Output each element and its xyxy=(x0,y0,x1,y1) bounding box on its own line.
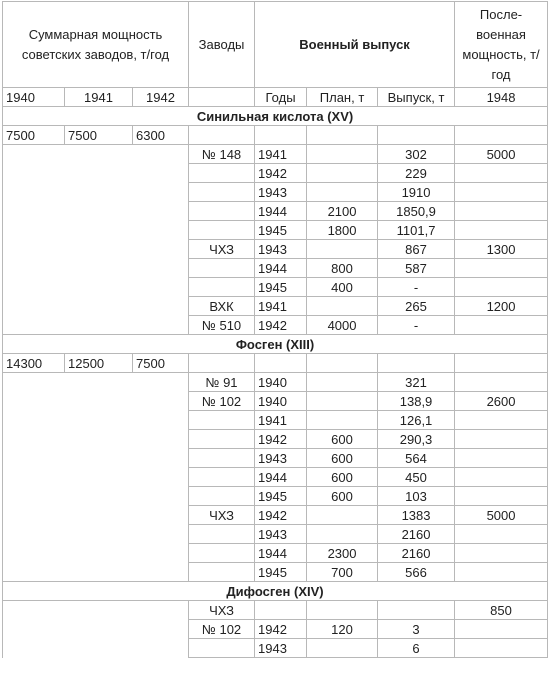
capacity-row xyxy=(3,126,548,145)
postwar-cell xyxy=(455,430,548,449)
year-cell: 1943 xyxy=(255,183,307,202)
plant-cell: № 102 xyxy=(189,392,255,411)
year-cell: 1942 xyxy=(255,620,307,639)
plant-cell: ВХК xyxy=(189,297,255,316)
table-row xyxy=(3,639,548,658)
postwar-cell xyxy=(455,525,548,544)
year-cell: 1945 xyxy=(255,487,307,506)
header-plants: Заводы xyxy=(189,2,255,88)
postwar-cell xyxy=(455,639,548,658)
output-cell: 138,9 xyxy=(378,392,455,411)
header-years: Годы xyxy=(255,88,307,107)
plan-cell xyxy=(307,506,378,525)
plant-cell: № 510 xyxy=(189,316,255,335)
plan-cell xyxy=(307,373,378,392)
capacity-gap-cell xyxy=(3,468,189,487)
capacity-gap-cell xyxy=(3,506,189,525)
output-cell: 302 xyxy=(378,145,455,164)
year-cell: 1943 xyxy=(255,449,307,468)
table-row xyxy=(3,468,548,487)
capacity-gap-cell xyxy=(3,620,189,639)
year-cell: 1943 xyxy=(255,525,307,544)
year-cell: 1944 xyxy=(255,544,307,563)
table-row xyxy=(3,601,548,620)
plant-cell xyxy=(189,487,255,506)
header-output: Выпуск, т xyxy=(378,88,455,107)
plan-cell xyxy=(307,525,378,544)
capacity-gap-cell xyxy=(3,563,189,582)
plan-cell: 800 xyxy=(307,259,378,278)
empty-cell xyxy=(455,126,548,145)
empty-cell xyxy=(455,354,548,373)
capacity-gap-cell xyxy=(3,164,189,183)
postwar-cell xyxy=(455,164,548,183)
postwar-cell xyxy=(455,221,548,240)
table-row xyxy=(3,487,548,506)
plant-cell xyxy=(189,468,255,487)
postwar-cell xyxy=(455,202,548,221)
postwar-cell xyxy=(455,259,548,278)
capacity-gap-cell xyxy=(3,145,189,164)
plan-cell xyxy=(307,183,378,202)
year-cell: 1944 xyxy=(255,202,307,221)
table-row xyxy=(3,316,548,335)
plan-cell xyxy=(307,240,378,259)
capacity-cell: 7500 xyxy=(3,126,65,145)
postwar-cell: 850 xyxy=(455,601,548,620)
output-cell: 1850,9 xyxy=(378,202,455,221)
capacity-gap-cell xyxy=(3,259,189,278)
output-cell: 290,3 xyxy=(378,430,455,449)
capacity-gap-cell xyxy=(3,202,189,221)
section-header xyxy=(3,582,548,601)
plant-cell xyxy=(189,563,255,582)
output-cell: 450 xyxy=(378,468,455,487)
output-cell: 265 xyxy=(378,297,455,316)
postwar-cell: 2600 xyxy=(455,392,548,411)
capacity-cell: 12500 xyxy=(65,354,133,373)
plant-cell xyxy=(189,164,255,183)
year-cell xyxy=(255,601,307,620)
plan-cell: 4000 xyxy=(307,316,378,335)
postwar-cell xyxy=(455,278,548,297)
plan-cell: 700 xyxy=(307,563,378,582)
table-row xyxy=(3,620,548,639)
plant-cell xyxy=(189,639,255,658)
plan-cell xyxy=(307,145,378,164)
plan-cell xyxy=(307,297,378,316)
output-cell: - xyxy=(378,278,455,297)
year-cell: 1944 xyxy=(255,468,307,487)
year-cell: 1940 xyxy=(255,392,307,411)
table-row xyxy=(3,183,548,202)
capacity-gap-cell xyxy=(3,297,189,316)
table-row xyxy=(3,145,548,164)
plant-cell: ЧХЗ xyxy=(189,240,255,259)
header-plan: План, т xyxy=(307,88,378,107)
capacity-gap-cell xyxy=(3,639,189,658)
table-row xyxy=(3,221,548,240)
header-capacity: Суммарная мощность советских заводов, т/год xyxy=(3,2,189,88)
plant-cell: № 148 xyxy=(189,145,255,164)
table-row xyxy=(3,278,548,297)
header-postwar: После-военная мощность, т/год xyxy=(455,2,548,88)
section-header xyxy=(3,107,548,126)
year-cell: 1945 xyxy=(255,221,307,240)
plant-cell xyxy=(189,544,255,563)
year-cell: 1945 xyxy=(255,278,307,297)
capacity-gap-cell xyxy=(3,525,189,544)
plan-cell xyxy=(307,601,378,620)
plan-cell: 600 xyxy=(307,487,378,506)
plant-cell xyxy=(189,278,255,297)
plant-cell xyxy=(189,430,255,449)
capacity-gap-cell xyxy=(3,183,189,202)
year-cell: 1945 xyxy=(255,563,307,582)
empty-cell xyxy=(255,126,307,145)
capacity-gap-cell xyxy=(3,392,189,411)
capacity-gap-cell xyxy=(3,278,189,297)
postwar-cell xyxy=(455,449,548,468)
empty-cell xyxy=(255,354,307,373)
plant-cell xyxy=(189,259,255,278)
postwar-cell: 5000 xyxy=(455,506,548,525)
capacity-gap-cell xyxy=(3,430,189,449)
header-year-1941: 1941 xyxy=(65,88,133,107)
plant-cell xyxy=(189,202,255,221)
year-cell: 1944 xyxy=(255,259,307,278)
output-cell: - xyxy=(378,316,455,335)
plan-cell: 2100 xyxy=(307,202,378,221)
empty-cell xyxy=(189,126,255,145)
output-cell: 229 xyxy=(378,164,455,183)
table-body xyxy=(3,107,548,658)
output-cell: 103 xyxy=(378,487,455,506)
output-cell: 1383 xyxy=(378,506,455,525)
chemical-production-table xyxy=(2,1,548,658)
empty-cell xyxy=(378,354,455,373)
postwar-cell xyxy=(455,563,548,582)
plan-cell xyxy=(307,392,378,411)
plant-cell: ЧХЗ xyxy=(189,601,255,620)
postwar-cell: 1200 xyxy=(455,297,548,316)
empty-cell xyxy=(189,354,255,373)
capacity-cell: 14300 xyxy=(3,354,65,373)
capacity-row xyxy=(3,354,548,373)
header-year-1942: 1942 xyxy=(133,88,189,107)
year-cell: 1941 xyxy=(255,411,307,430)
year-cell: 1943 xyxy=(255,240,307,259)
plant-cell xyxy=(189,525,255,544)
table-row xyxy=(3,202,548,221)
plan-cell: 120 xyxy=(307,620,378,639)
plan-cell: 400 xyxy=(307,278,378,297)
header-year-1948: 1948 xyxy=(455,88,548,107)
output-cell: 126,1 xyxy=(378,411,455,430)
plan-cell: 600 xyxy=(307,449,378,468)
capacity-gap-cell xyxy=(3,487,189,506)
table-row xyxy=(3,411,548,430)
section-title: Синильная кислота (XV) xyxy=(3,107,548,126)
plant-cell: № 102 xyxy=(189,620,255,639)
output-cell: 587 xyxy=(378,259,455,278)
postwar-cell xyxy=(455,468,548,487)
year-cell: 1942 xyxy=(255,164,307,183)
table-row xyxy=(3,373,548,392)
capacity-gap-cell xyxy=(3,373,189,392)
capacity-gap-cell xyxy=(3,411,189,430)
postwar-cell xyxy=(455,620,548,639)
plan-cell: 2300 xyxy=(307,544,378,563)
postwar-cell xyxy=(455,411,548,430)
plan-cell xyxy=(307,164,378,183)
postwar-cell xyxy=(455,373,548,392)
year-cell: 1942 xyxy=(255,316,307,335)
output-cell: 3 xyxy=(378,620,455,639)
postwar-cell xyxy=(455,544,548,563)
plant-cell: № 91 xyxy=(189,373,255,392)
empty-cell xyxy=(307,126,378,145)
capacity-gap-cell xyxy=(3,240,189,259)
plan-cell xyxy=(307,411,378,430)
plant-cell xyxy=(189,183,255,202)
table-row xyxy=(3,563,548,582)
table-row xyxy=(3,449,548,468)
plan-cell: 600 xyxy=(307,468,378,487)
plan-cell: 1800 xyxy=(307,221,378,240)
table-row xyxy=(3,240,548,259)
capacity-gap-cell xyxy=(3,316,189,335)
table-row xyxy=(3,297,548,316)
capacity-gap-cell xyxy=(3,601,189,620)
header-year-1940: 1940 xyxy=(3,88,65,107)
plant-cell xyxy=(189,411,255,430)
section-header xyxy=(3,335,548,354)
table-row xyxy=(3,392,548,411)
year-cell: 1941 xyxy=(255,297,307,316)
output-cell: 1101,7 xyxy=(378,221,455,240)
year-cell: 1942 xyxy=(255,506,307,525)
table-row xyxy=(3,259,548,278)
year-cell: 1942 xyxy=(255,430,307,449)
table-row xyxy=(3,164,548,183)
table-row xyxy=(3,430,548,449)
plan-cell xyxy=(307,639,378,658)
capacity-cell: 6300 xyxy=(133,126,189,145)
plan-cell: 600 xyxy=(307,430,378,449)
plant-cell xyxy=(189,449,255,468)
section-title: Фосген (XIII) xyxy=(3,335,548,354)
postwar-cell xyxy=(455,183,548,202)
capacity-cell: 7500 xyxy=(133,354,189,373)
capacity-gap-cell xyxy=(3,449,189,468)
year-cell: 1940 xyxy=(255,373,307,392)
output-cell: 2160 xyxy=(378,544,455,563)
empty-cell xyxy=(307,354,378,373)
postwar-cell: 1300 xyxy=(455,240,548,259)
capacity-gap-cell xyxy=(3,544,189,563)
header-empty xyxy=(189,88,255,107)
postwar-cell xyxy=(455,487,548,506)
output-cell: 2160 xyxy=(378,525,455,544)
postwar-cell: 5000 xyxy=(455,145,548,164)
output-cell: 564 xyxy=(378,449,455,468)
postwar-cell xyxy=(455,316,548,335)
table-row xyxy=(3,544,548,563)
year-cell: 1941 xyxy=(255,145,307,164)
output-cell xyxy=(378,601,455,620)
output-cell: 321 xyxy=(378,373,455,392)
empty-cell xyxy=(378,126,455,145)
plant-cell: ЧХЗ xyxy=(189,506,255,525)
plant-cell xyxy=(189,221,255,240)
output-cell: 566 xyxy=(378,563,455,582)
year-cell: 1943 xyxy=(255,639,307,658)
output-cell: 867 xyxy=(378,240,455,259)
output-cell: 6 xyxy=(378,639,455,658)
table-row xyxy=(3,506,548,525)
section-title: Дифосген (XIV) xyxy=(3,582,548,601)
capacity-gap-cell xyxy=(3,221,189,240)
header-military: Военный выпуск xyxy=(255,2,455,88)
table-row xyxy=(3,525,548,544)
output-cell: 1910 xyxy=(378,183,455,202)
capacity-cell: 7500 xyxy=(65,126,133,145)
